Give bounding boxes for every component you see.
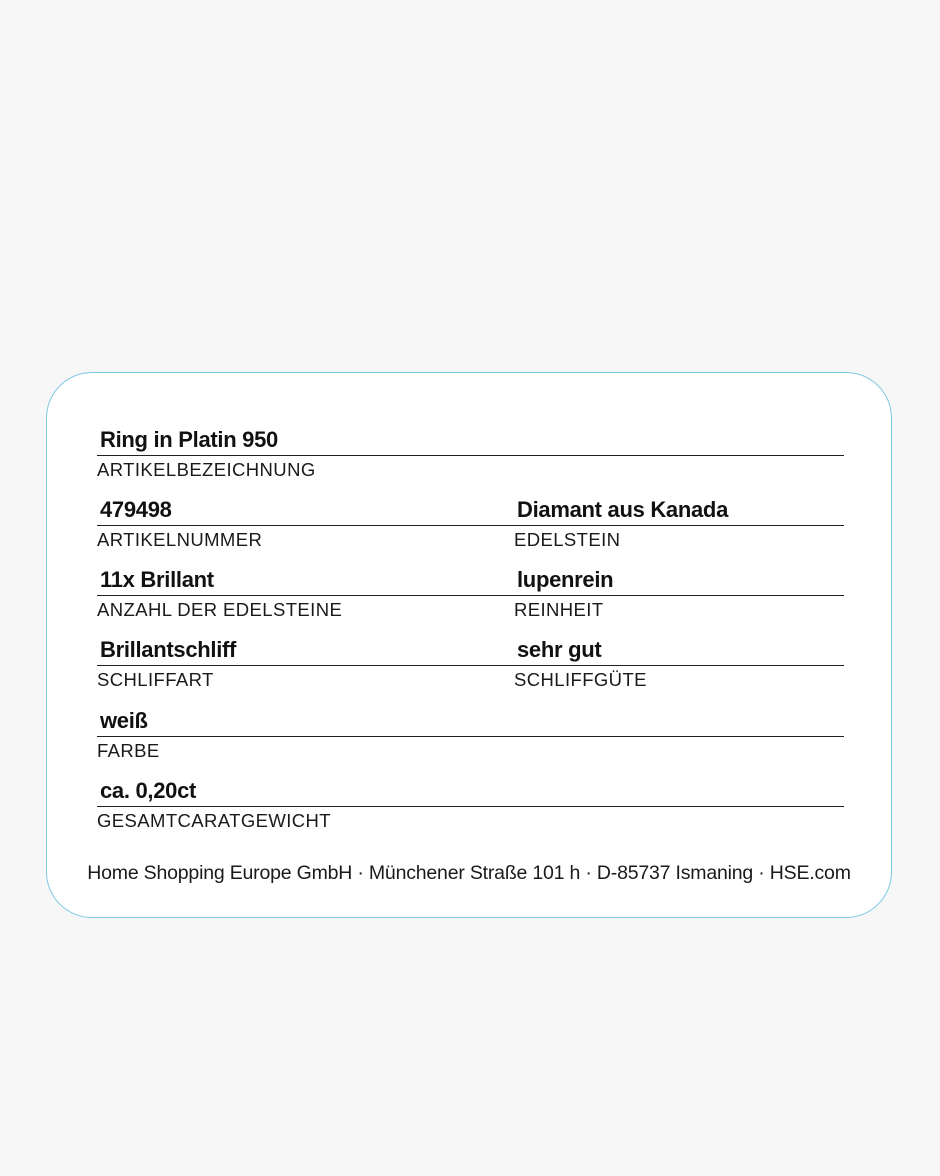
field-value: sehr gut — [517, 637, 602, 662]
field-value: weiß — [100, 708, 148, 733]
field-label: EDELSTEIN — [514, 529, 621, 550]
field-label: SCHLIFFGÜTE — [514, 669, 647, 690]
field-value: 11x Brillant — [100, 567, 214, 592]
field-label: ANZAHL DER EDELSTEINE — [97, 599, 343, 620]
field-value: Ring in Platin 950 — [100, 427, 278, 452]
field-value: lupenrein — [517, 567, 614, 592]
field-label: FARBE — [97, 740, 160, 761]
field-value: Brillantschliff — [100, 637, 237, 662]
field-divider — [97, 455, 844, 456]
company-footer: Home Shopping Europe GmbH · Münchener Straße 101 h · D-85737 Ismaning · HSE.com — [87, 862, 851, 884]
certificate-card — [46, 372, 892, 918]
field-divider — [514, 525, 844, 526]
field-divider — [97, 806, 844, 807]
field-value: Diamant aus Kanada — [517, 497, 729, 522]
field-divider — [97, 525, 515, 526]
field-label: GESAMTCARATGEWICHT — [97, 810, 331, 831]
field-divider — [97, 665, 515, 666]
field-divider — [514, 665, 844, 666]
field-divider — [97, 736, 844, 737]
field-divider — [97, 595, 515, 596]
field-value: 479498 — [100, 497, 172, 522]
field-label: ARTIKELNUMMER — [97, 529, 263, 550]
field-label: REINHEIT — [514, 599, 604, 620]
field-value: ca. 0,20ct — [100, 778, 197, 803]
field-label: ARTIKELBEZEICHNUNG — [97, 459, 316, 480]
field-label: SCHLIFFART — [97, 669, 214, 690]
field-divider — [514, 595, 844, 596]
